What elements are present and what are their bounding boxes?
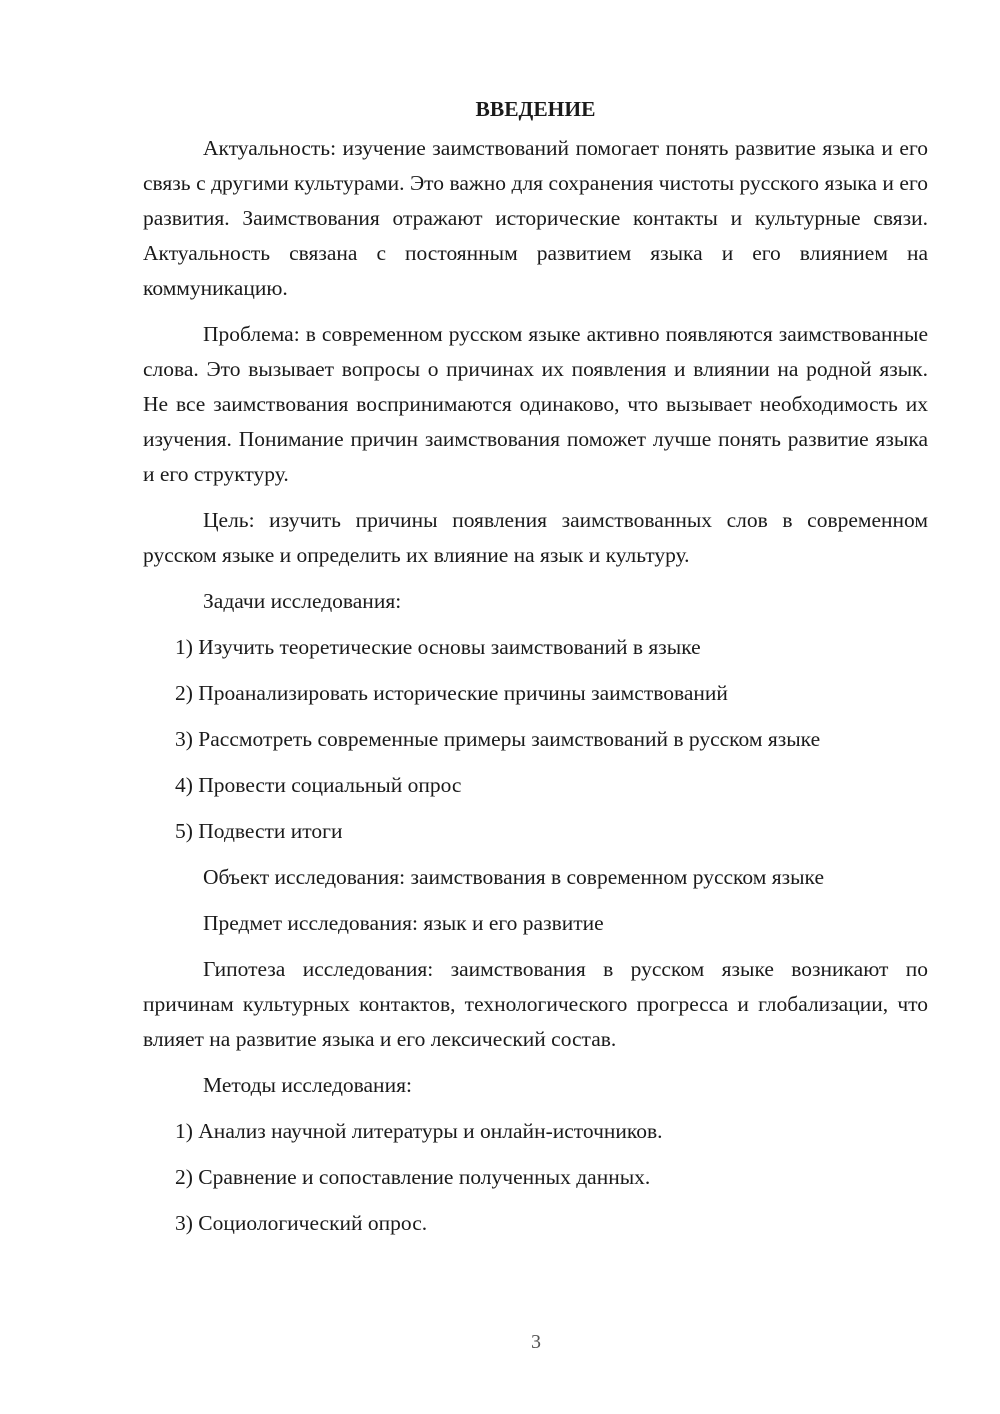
page-number: 3	[531, 1331, 541, 1353]
tasks-list	[143, 630, 928, 849]
task-item: 2) Проанализировать исторические причины заимствований	[175, 681, 728, 705]
relevance-paragraph: Актуальность: изучение заимствований помогает понять развитие языка и его связь с другими культурами. Это важно для сохранения чистоты русского языка и его развития. Заимствования отражают исторические контакты и культурные связи. Актуальность связана с постоянным развитием языка и его влиянием на коммуникацию.	[143, 136, 928, 300]
hypothesis-paragraph: Гипотеза исследования: заимствования в русском языке возникают по причинам культурных контактов, технологического прогресса и глобализации, что влияет на развитие языка и его лексический состав.	[143, 957, 928, 1051]
goal-paragraph: Цель: изучить причины появления заимствованных слов в современном русском языке и определить их влияние на язык и культуру.	[143, 508, 928, 567]
methods-list	[143, 1114, 928, 1241]
problem-paragraph: Проблема: в современном русском языке активно появляются заимствованные слова. Это вызывает вопросы о причинах их появления и влиянии на родной язык. Не все заимствования воспринимаются одинаково, что вызывает необходимость их изучения. Понимание причин заимствования поможет лучше понять развитие языка и его структуру.	[143, 322, 928, 486]
document-page	[143, 92, 928, 1252]
task-item: 5) Подвести итоги	[175, 819, 343, 843]
task-item: 4) Провести социальный опрос	[175, 773, 462, 797]
method-item: 1) Анализ научной литературы и онлайн-источников.	[175, 1119, 663, 1143]
methods-heading: Методы исследования:	[203, 1073, 412, 1097]
subject-line: Предмет исследования: язык и его развитие	[203, 911, 604, 935]
method-item: 3) Социологический опрос.	[175, 1211, 428, 1235]
task-item: 3) Рассмотреть современные примеры заимствований в русском языке	[175, 727, 821, 751]
task-item: 1) Изучить теоретические основы заимствований в языке	[175, 635, 701, 659]
object-line: Объект исследования: заимствования в современном русском языке	[203, 865, 824, 889]
tasks-heading: Задачи исследования:	[203, 589, 402, 613]
section-title: ВВЕДЕНИЕ	[475, 97, 596, 121]
method-item: 2) Сравнение и сопоставление полученных данных.	[175, 1165, 651, 1189]
